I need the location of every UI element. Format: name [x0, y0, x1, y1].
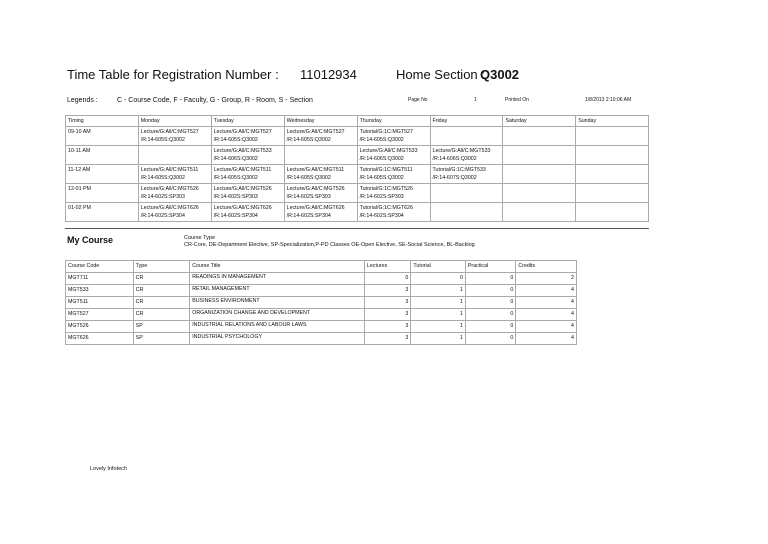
- slot-line: /R:14-602S:SP303: [359, 194, 404, 200]
- slot-line: Lecture/G:All/C:MGT526: [213, 186, 272, 192]
- course-cell: MGT711: [66, 273, 134, 285]
- legends-text: C - Course Code, F - Faculty, G - Group, R - Room, S - Section: [117, 97, 313, 104]
- course-cell: 1: [411, 297, 466, 309]
- course-cell: 4: [516, 321, 577, 333]
- timetable-header-cell: Timing: [66, 116, 139, 127]
- course-cell: CR: [133, 285, 190, 297]
- slot-line: Lecture/G:All/C:MGT533: [432, 148, 491, 154]
- timetable-row: [66, 203, 649, 222]
- slot-line: Lecture/G:All/C:MGT527: [140, 129, 199, 135]
- timetable-slot: [503, 165, 576, 184]
- course-cell: 0: [465, 285, 515, 297]
- timetable-slot: [284, 203, 357, 222]
- slot-line: /R:14-606S:Q3002: [359, 156, 404, 162]
- slot-line: /R:14-602S:SP304: [359, 213, 404, 219]
- course-cell: SP: [133, 321, 190, 333]
- footer-text: Lovely Infotech: [90, 466, 127, 472]
- course-cell: 0: [411, 273, 466, 285]
- slot-line: Tutorial/G:1C:MGT511: [359, 167, 413, 173]
- slot-line: Lecture/G:All/C:MGT533: [359, 148, 418, 154]
- course-cell: 0: [364, 273, 410, 285]
- course-cell: ORGANIZATION CHANGE AND DEVELOPMENT: [190, 309, 365, 321]
- timetable-slot: [357, 203, 430, 222]
- timetable-slot: [430, 165, 503, 184]
- page-title: [67, 67, 279, 82]
- course-cell: 0: [465, 333, 515, 345]
- timetable-header-cell: Thursday: [357, 116, 430, 127]
- course-type-label: Course Type: [184, 235, 216, 241]
- timetable-row: [66, 184, 649, 203]
- timetable-slot: [430, 127, 503, 146]
- page-no-label: Page No: [408, 97, 428, 103]
- slot-line: Lecture/G:All/C:MGT626: [140, 205, 199, 211]
- course-cell: READINGS IN MANAGEMENT: [190, 273, 365, 285]
- slot-line: Tutorial/G:1C:MGT527: [359, 129, 413, 135]
- timetable-slot: [211, 203, 284, 222]
- course-cell: 3: [364, 333, 410, 345]
- course-cell: 1: [411, 285, 466, 297]
- timetable-header-cell: Monday: [138, 116, 211, 127]
- timetable-slot: [211, 165, 284, 184]
- slot-line: Lecture/G:All/C:MGT511: [140, 167, 199, 173]
- timetable-slot: [357, 165, 430, 184]
- section-divider: [65, 228, 649, 229]
- slot-line: /R:14-602S:SP304: [213, 213, 258, 219]
- course-cell: MGT526: [66, 321, 134, 333]
- slot-line: Lecture/G:All/C:MGT527: [286, 129, 345, 135]
- course-row: [66, 285, 577, 297]
- slot-line: /R:14-602S:SP303: [286, 194, 331, 200]
- timetable-slot: [503, 184, 576, 203]
- home-section-value: Q3002: [480, 67, 520, 82]
- slot-line: /R:14-605S:Q3002: [140, 175, 185, 181]
- slot-line: /R:14-605S:Q3002: [286, 175, 331, 181]
- timetable-header-cell: Saturday: [503, 116, 576, 127]
- timetable-slot: [211, 127, 284, 146]
- slot-line: /R:14-606S:Q3002: [213, 156, 258, 162]
- course-header-cell: Lectures: [364, 261, 410, 273]
- course-cell: MGT527: [66, 309, 134, 321]
- slot-line: Tutorial/G:1C:MGT626: [359, 205, 413, 211]
- timetable-slot: [284, 127, 357, 146]
- timetable-slot: [430, 146, 503, 165]
- course-cell: 0: [465, 297, 515, 309]
- timetable-slot: [284, 146, 357, 165]
- slot-line: /R:14-606S:Q3002: [432, 156, 477, 162]
- course-cell: 3: [364, 321, 410, 333]
- slot-line: /R:14-605S:Q3002: [286, 137, 331, 143]
- course-cell: MGT533: [66, 285, 134, 297]
- timetable-header-row: [66, 116, 649, 127]
- timetable-slot: [138, 184, 211, 203]
- timetable-slot: [211, 184, 284, 203]
- timetable-row: [66, 146, 649, 165]
- timetable-slot: [430, 203, 503, 222]
- timetable-slot: [576, 165, 649, 184]
- slot-line: Lecture/G:All/C:MGT511: [213, 167, 272, 173]
- slot-line: /R:14-607S:Q3002: [432, 175, 477, 181]
- registration-number: 11012934: [300, 67, 357, 82]
- timetable-slot: [430, 184, 503, 203]
- slot-line: Lecture/G:All/C:MGT527: [213, 129, 272, 135]
- timetable-slot: [576, 184, 649, 203]
- printed-on-value: 1/8/2013 2:10:06 AM: [585, 97, 632, 103]
- timetable-slot: [357, 184, 430, 203]
- slot-line: Lecture/G:All/C:MGT526: [140, 186, 199, 192]
- slot-line: /R:14-605S:Q3002: [140, 137, 185, 143]
- course-cell: 0: [465, 273, 515, 285]
- timetable-slot: [138, 127, 211, 146]
- timing-cell: 12-01 PM: [66, 184, 139, 203]
- slot-line: /R:14-602S:SP304: [286, 213, 331, 219]
- timetable-slot: [503, 127, 576, 146]
- course-cell: 1: [411, 333, 466, 345]
- course-header-cell: Practical: [465, 261, 515, 273]
- timetable-slot: [138, 165, 211, 184]
- timetable-row: [66, 127, 649, 146]
- page-no-value: 1: [474, 97, 477, 103]
- course-cell: 0: [465, 321, 515, 333]
- course-table: [65, 260, 577, 345]
- home-section-label: Home Section :: [396, 67, 485, 82]
- course-cell: CR: [133, 297, 190, 309]
- course-cell: 4: [516, 333, 577, 345]
- course-header-cell: Course Title: [190, 261, 365, 273]
- course-cell: 2: [516, 273, 577, 285]
- timetable-header-cell: Sunday: [576, 116, 649, 127]
- course-header-row: [66, 261, 577, 273]
- course-cell: INDUSTRIAL PSYCHOLOGY: [190, 333, 365, 345]
- slot-line: Lecture/G:All/C:MGT526: [286, 186, 345, 192]
- course-cell: 0: [465, 309, 515, 321]
- course-row: [66, 321, 577, 333]
- timing-cell: 09-10 AM: [66, 127, 139, 146]
- course-cell: 3: [364, 309, 410, 321]
- slot-line: /R:14-605S:Q3002: [359, 175, 404, 181]
- my-course-heading: My Course: [67, 235, 114, 245]
- timetable-header-cell: Wednesday: [284, 116, 357, 127]
- course-row: [66, 273, 577, 285]
- slot-line: /R:14-602S:SP303: [140, 194, 185, 200]
- timetable-slot: [138, 203, 211, 222]
- timetable-slot: [576, 127, 649, 146]
- course-cell: 4: [516, 285, 577, 297]
- timetable-slot: [576, 203, 649, 222]
- course-cell: MGT511: [66, 297, 134, 309]
- course-header-cell: Credits: [516, 261, 577, 273]
- course-cell: 3: [364, 297, 410, 309]
- course-cell: CR: [133, 309, 190, 321]
- slot-line: /R:14-605S:Q3002: [359, 137, 404, 143]
- slot-line: /R:14-605S:Q3002: [213, 137, 258, 143]
- course-cell: RETAIL MANAGEMENT: [190, 285, 365, 297]
- course-type-legend: CR-Core, DE-Department Elective, SP-Specialization,P-PD Classes OE-Open Elective, SE-Social Science, BL-Backlog: [184, 242, 475, 248]
- course-cell: CR: [133, 273, 190, 285]
- timetable-slot: [211, 146, 284, 165]
- timetable-slot: [503, 203, 576, 222]
- course-cell: BUSINESS ENVIRONMENT: [190, 297, 365, 309]
- timing-cell: 01-02 PM: [66, 203, 139, 222]
- slot-line: Tutorial/G:1C:MGT533: [432, 167, 486, 173]
- slot-line: /R:14-602S:SP304: [140, 213, 185, 219]
- course-cell: MGT626: [66, 333, 134, 345]
- course-cell: 4: [516, 309, 577, 321]
- timetable-slot: [576, 146, 649, 165]
- course-row: [66, 309, 577, 321]
- slot-line: Lecture/G:All/C:MGT511: [286, 167, 345, 173]
- timetable-header-cell: Friday: [430, 116, 503, 127]
- course-cell: INDUSTRIAL RELATIONS AND LABOUR LAWS: [190, 321, 365, 333]
- timetable-row: [66, 165, 649, 184]
- timetable-slot: [357, 127, 430, 146]
- timetable-slot: [284, 184, 357, 203]
- timetable-slot: [284, 165, 357, 184]
- timetable-slot: [357, 146, 430, 165]
- printed-on-label: Printed On: [505, 97, 529, 103]
- slot-line: Tutorial/G:1C:MGT526: [359, 186, 413, 192]
- course-header-cell: Type: [133, 261, 190, 273]
- course-header-cell: Tutorial: [411, 261, 466, 273]
- timetable: [65, 115, 649, 222]
- course-cell: 4: [516, 297, 577, 309]
- timetable-slot: [138, 146, 211, 165]
- course-cell: 1: [411, 309, 466, 321]
- title-text: Time Table for Registration Number :: [67, 67, 279, 82]
- legends-label: Legends :: [67, 97, 98, 104]
- course-header-cell: Course Code: [66, 261, 134, 273]
- timetable-header-cell: Tuesday: [211, 116, 284, 127]
- timing-cell: 11-12 AM: [66, 165, 139, 184]
- course-row: [66, 333, 577, 345]
- course-cell: 3: [364, 285, 410, 297]
- slot-line: /R:14-605S:Q3002: [213, 175, 258, 181]
- slot-line: /R:14-602S:SP303: [213, 194, 258, 200]
- course-row: [66, 297, 577, 309]
- slot-line: Lecture/G:All/C:MGT626: [286, 205, 345, 211]
- course-cell: 1: [411, 321, 466, 333]
- course-cell: SP: [133, 333, 190, 345]
- timing-cell: 10-11 AM: [66, 146, 139, 165]
- slot-line: Lecture/G:All/C:MGT626: [213, 205, 272, 211]
- timetable-slot: [503, 146, 576, 165]
- slot-line: Lecture/G:All/C:MGT533: [213, 148, 272, 154]
